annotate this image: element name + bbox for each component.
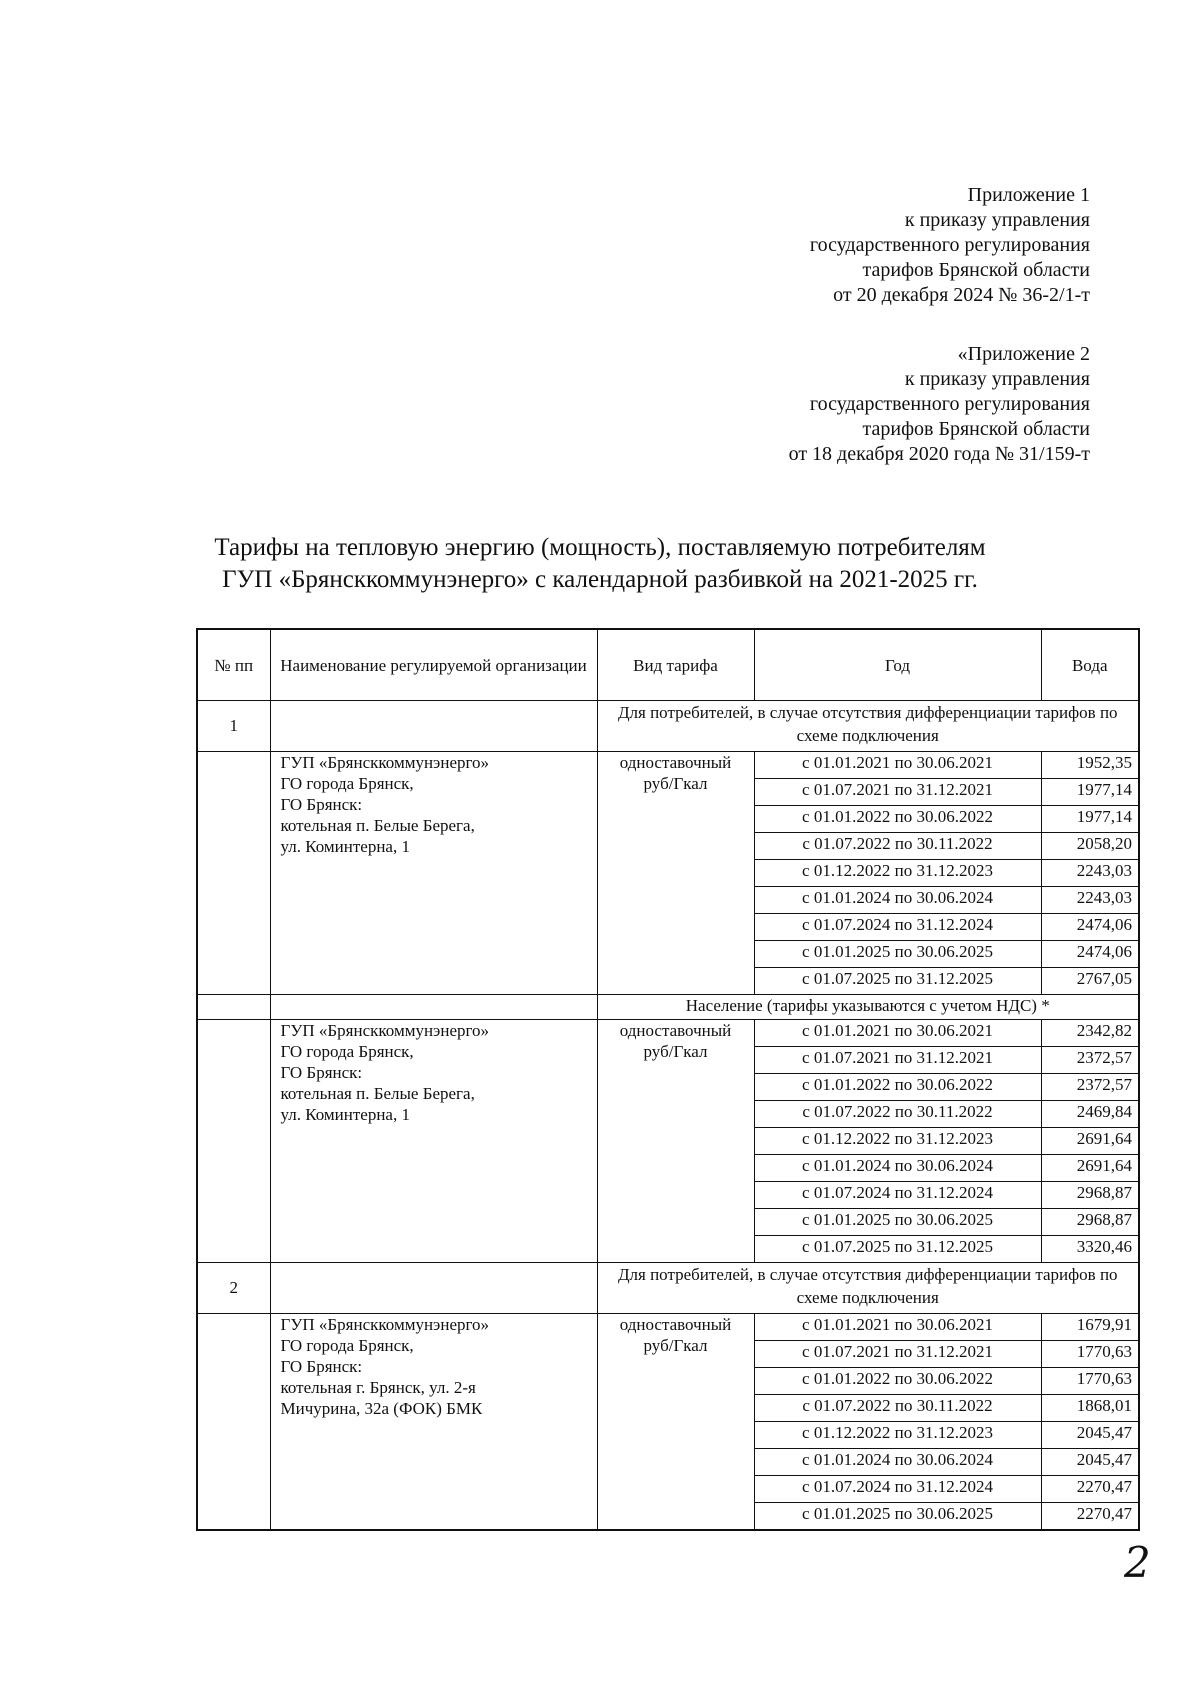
period: с 01.07.2024 по 31.12.2024 <box>754 1182 1041 1209</box>
row-number-cell <box>197 1020 270 1263</box>
header-line: «Приложение 2 <box>957 343 1090 365</box>
table-header-row <box>197 629 1139 701</box>
tariff-type <box>597 1020 754 1263</box>
tariff-value: 2372,57 <box>1041 1047 1139 1074</box>
period: с 01.07.2024 по 31.12.2024 <box>754 1476 1041 1503</box>
section-heading-row <box>197 1263 1139 1314</box>
organization-line: ГО города Брянск, <box>280 1336 414 1355</box>
section-heading: Для потребителей, в случае отсутствия дифференциации тарифов по схеме подключения <box>597 1263 1139 1314</box>
period: с 01.12.2022 по 31.12.2023 <box>754 860 1041 887</box>
period: с 01.01.2021 по 30.06.2021 <box>754 1020 1041 1047</box>
header-line: Приложение 1 <box>967 184 1090 206</box>
header-line: к приказу управления <box>904 368 1090 390</box>
section-number: 1 <box>197 701 270 752</box>
title-line: Тарифы на тепловую энергию (мощность), поставляемую потребителям <box>214 534 986 561</box>
column-header: Вода <box>1041 629 1139 701</box>
column-header: Вид тарифа <box>597 629 754 701</box>
header-line: к приказу управления <box>904 209 1090 231</box>
tariff-value: 2767,05 <box>1041 968 1139 995</box>
section-heading-row <box>197 701 1139 752</box>
tariff-value: 2968,87 <box>1041 1182 1139 1209</box>
organization-name <box>270 752 597 995</box>
tariff-value: 2372,57 <box>1041 1074 1139 1101</box>
row-number-cell <box>197 752 270 995</box>
tariff-value: 2270,47 <box>1041 1503 1139 1531</box>
tariff-value: 2243,03 <box>1041 860 1139 887</box>
period: с 01.07.2022 по 30.11.2022 <box>754 1395 1041 1422</box>
period: с 01.01.2021 по 30.06.2021 <box>754 752 1041 779</box>
period: с 01.07.2024 по 31.12.2024 <box>754 914 1041 941</box>
tariff-value: 3320,46 <box>1041 1236 1139 1263</box>
period: с 01.07.2025 по 31.12.2025 <box>754 968 1041 995</box>
organization-line: котельная п. Белые Берега, <box>280 816 475 835</box>
tariff-value: 1679,91 <box>1041 1314 1139 1341</box>
document-title <box>0 532 1200 596</box>
section-heading: Население (тарифы указываются с учетом НДС) * <box>597 995 1139 1020</box>
tariff-value: 1868,01 <box>1041 1395 1139 1422</box>
page-number: 2 <box>1124 1538 1151 1587</box>
section-heading: Для потребителей, в случае отсутствия дифференциации тарифов по схеме подключения <box>597 701 1139 752</box>
tariff-value: 2243,03 <box>1041 887 1139 914</box>
tariff-value: 2968,87 <box>1041 1209 1139 1236</box>
period: с 01.12.2022 по 31.12.2023 <box>754 1128 1041 1155</box>
organization-line: котельная п. Белые Берега, <box>280 1084 475 1103</box>
period: с 01.07.2022 по 30.11.2022 <box>754 1101 1041 1128</box>
tariff-value: 2045,47 <box>1041 1449 1139 1476</box>
period: с 01.01.2022 по 30.06.2022 <box>754 806 1041 833</box>
organization-line: ГУП «Брянсккоммунэнерго» <box>280 1021 490 1040</box>
period: с 01.07.2025 по 31.12.2025 <box>754 1236 1041 1263</box>
period: с 01.01.2025 по 30.06.2025 <box>754 1503 1041 1531</box>
section-heading-row <box>197 995 1139 1020</box>
period: с 01.07.2021 по 31.12.2021 <box>754 1047 1041 1074</box>
organization-line: ул. Коминтерна, 1 <box>280 1105 410 1124</box>
period: с 01.12.2022 по 31.12.2023 <box>754 1422 1041 1449</box>
period: с 01.01.2024 по 30.06.2024 <box>754 1449 1041 1476</box>
period: с 01.01.2024 по 30.06.2024 <box>754 1155 1041 1182</box>
header-line: государственного регулирования <box>809 234 1090 256</box>
section-org-cell <box>270 1263 597 1314</box>
tariff-table-body <box>197 629 1139 1530</box>
table-row <box>197 1020 1139 1047</box>
tariff-value: 2342,82 <box>1041 1020 1139 1047</box>
section-number: 2 <box>197 1263 270 1314</box>
period: с 01.01.2021 по 30.06.2021 <box>754 1314 1041 1341</box>
header-line: от 18 декабря 2020 года № 31/159-т <box>788 443 1090 465</box>
tariff-value: 1770,63 <box>1041 1368 1139 1395</box>
tariff-value: 2474,06 <box>1041 914 1139 941</box>
tariff-value: 2058,20 <box>1041 833 1139 860</box>
header-line: тарифов Брянской области <box>862 418 1090 440</box>
column-header: № пп <box>197 629 270 701</box>
table-row <box>197 752 1139 779</box>
organization-line: ул. Коминтерна, 1 <box>280 837 410 856</box>
organization-line: ГО Брянск: <box>280 1063 363 1082</box>
organization-line: ГО города Брянск, <box>280 1042 414 1061</box>
tariff-type-line: руб/Гкал <box>643 1336 708 1355</box>
tariff-value: 1770,63 <box>1041 1341 1139 1368</box>
organization-name <box>270 1314 597 1531</box>
organization-line: котельная г. Брянск, ул. 2-я <box>280 1378 476 1397</box>
tariff-value: 1977,14 <box>1041 806 1139 833</box>
tariff-type <box>597 752 754 995</box>
period: с 01.07.2021 по 31.12.2021 <box>754 1341 1041 1368</box>
column-header: Наименование регулируемой организации <box>270 629 597 701</box>
tariff-type-line: одноставочный <box>619 1315 732 1334</box>
period: с 01.01.2022 по 30.06.2022 <box>754 1074 1041 1101</box>
tariff-type-line: одноставочный <box>619 753 732 772</box>
organization-line: Мичурина, 32а (ФОК) БМК <box>280 1399 483 1418</box>
tariff-value: 2474,06 <box>1041 941 1139 968</box>
section-number <box>197 995 270 1020</box>
tariff-value: 1977,14 <box>1041 779 1139 806</box>
tariff-value: 1952,35 <box>1041 752 1139 779</box>
period: с 01.01.2024 по 30.06.2024 <box>754 887 1041 914</box>
period: с 01.01.2025 по 30.06.2025 <box>754 1209 1041 1236</box>
tariff-type-line: одноставочный <box>619 1021 732 1040</box>
period: с 01.01.2022 по 30.06.2022 <box>754 1368 1041 1395</box>
header-line: тарифов Брянской области <box>862 259 1090 281</box>
organization-line: ГО города Брянск, <box>280 774 414 793</box>
tariff-value: 2691,64 <box>1041 1155 1139 1182</box>
appendix-2-header <box>789 342 1090 467</box>
title-line: ГУП «Брянсккоммунэнерго» с календарной разбивкой на 2021-2025 гг. <box>222 566 978 593</box>
tariff-type-line: руб/Гкал <box>643 1042 708 1061</box>
organization-line: ГУП «Брянсккоммунэнерго» <box>280 1315 490 1334</box>
tariff-value: 2045,47 <box>1041 1422 1139 1449</box>
tariff-value: 2469,84 <box>1041 1101 1139 1128</box>
tariff-table <box>196 628 1140 1531</box>
table-row <box>197 1314 1139 1341</box>
period: с 01.07.2021 по 31.12.2021 <box>754 779 1041 806</box>
tariff-type-line: руб/Гкал <box>643 774 708 793</box>
header-line: государственного регулирования <box>809 393 1090 415</box>
period: с 01.07.2022 по 30.11.2022 <box>754 833 1041 860</box>
tariff-type <box>597 1314 754 1531</box>
organization-line: ГУП «Брянсккоммунэнерго» <box>280 753 490 772</box>
header-line: от 20 декабря 2024 № 36-2/1-т <box>833 284 1090 306</box>
tariff-value: 2270,47 <box>1041 1476 1139 1503</box>
section-org-cell <box>270 701 597 752</box>
column-header: Год <box>754 629 1041 701</box>
section-org-cell <box>270 995 597 1020</box>
appendix-1-header <box>810 183 1090 308</box>
organization-line: ГО Брянск: <box>280 795 363 814</box>
row-number-cell <box>197 1314 270 1531</box>
period: с 01.01.2025 по 30.06.2025 <box>754 941 1041 968</box>
organization-name <box>270 1020 597 1263</box>
tariff-value: 2691,64 <box>1041 1128 1139 1155</box>
organization-line: ГО Брянск: <box>280 1357 363 1376</box>
